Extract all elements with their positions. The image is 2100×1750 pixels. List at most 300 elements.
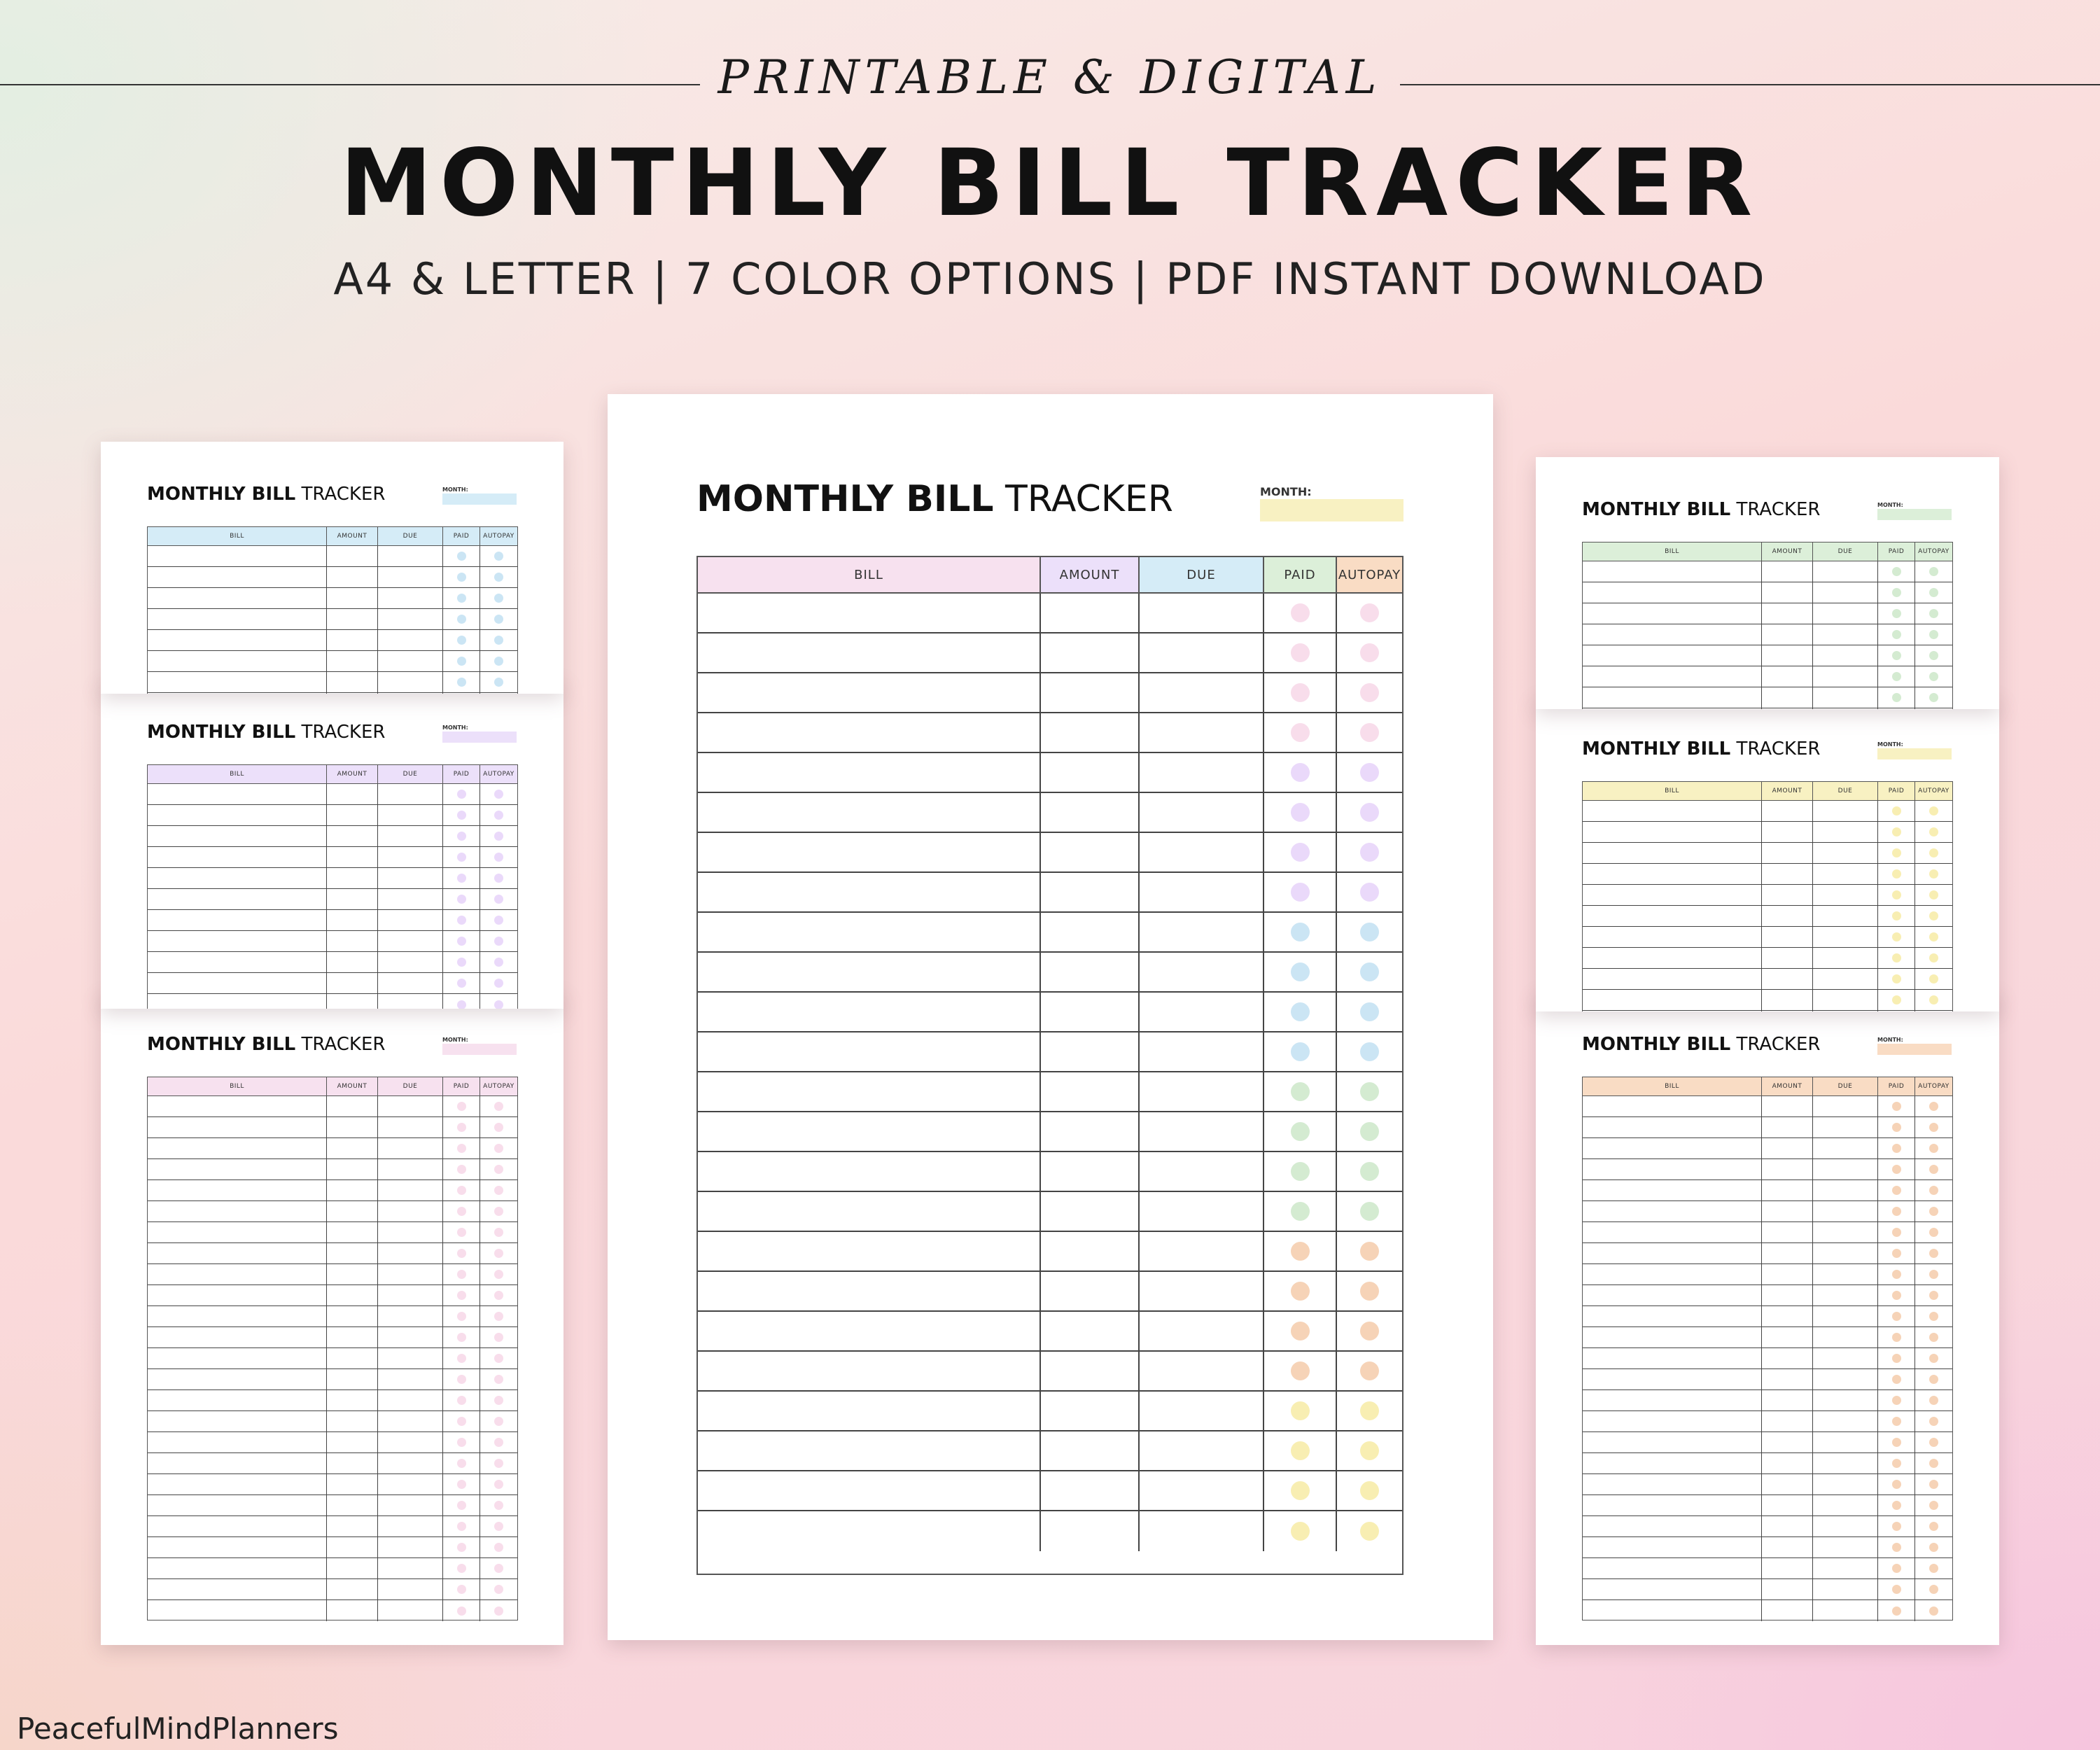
paid-checkbox[interactable]	[1892, 1207, 1901, 1216]
cell-bill	[148, 1348, 327, 1368]
paid-checkbox[interactable]	[1892, 1144, 1901, 1153]
cell-due	[1813, 1117, 1878, 1138]
table-header	[1583, 1077, 1952, 1096]
autopay-checkbox[interactable]	[1360, 1002, 1379, 1021]
cell-autopay	[480, 868, 517, 888]
autopay-checkbox[interactable]	[1929, 1585, 1938, 1594]
table-row	[148, 1390, 517, 1411]
paid-checkbox[interactable]	[1892, 911, 1901, 920]
autopay-checkbox[interactable]	[494, 916, 503, 925]
paid-checkbox[interactable]	[457, 832, 466, 841]
cell-paid	[443, 1222, 480, 1242]
cell-amount	[1041, 1392, 1140, 1430]
paid-checkbox[interactable]	[1291, 1082, 1310, 1101]
autopay-checkbox[interactable]	[494, 1480, 503, 1489]
paid-checkbox[interactable]	[1892, 1165, 1901, 1174]
autopay-checkbox[interactable]	[494, 615, 503, 624]
paid-checkbox[interactable]	[457, 657, 466, 666]
cell-due	[1813, 1243, 1878, 1264]
autopay-checkbox[interactable]	[494, 1459, 503, 1468]
cell-paid	[1878, 1390, 1915, 1410]
cell-bill	[148, 1117, 327, 1138]
autopay-checkbox[interactable]	[1360, 962, 1379, 981]
autopay-checkbox[interactable]	[1929, 1543, 1938, 1552]
autopay-checkbox[interactable]	[1360, 723, 1379, 742]
cell-paid	[1878, 1474, 1915, 1494]
month-field[interactable]	[1877, 1044, 1952, 1055]
autopay-checkbox[interactable]	[1360, 603, 1379, 622]
autopay-checkbox[interactable]	[494, 573, 503, 582]
paid-checkbox[interactable]	[1291, 1441, 1310, 1460]
autopay-checkbox[interactable]	[1929, 974, 1938, 983]
autopay-checkbox[interactable]	[1929, 932, 1938, 941]
paid-checkbox[interactable]	[1892, 1438, 1901, 1447]
cell-bill	[148, 1264, 327, 1284]
paid-checkbox[interactable]	[457, 573, 466, 582]
month-field[interactable]	[1877, 748, 1952, 760]
autopay-checkbox[interactable]	[494, 1249, 503, 1258]
autopay-checkbox[interactable]	[1929, 1606, 1938, 1616]
paid-checkbox[interactable]	[457, 1270, 466, 1279]
autopay-checkbox[interactable]	[1929, 672, 1938, 681]
paid-checkbox[interactable]	[1291, 1162, 1310, 1181]
table-row	[148, 1579, 517, 1600]
autopay-checkbox[interactable]	[1929, 995, 1938, 1004]
cell-due	[1140, 993, 1264, 1031]
cell-due	[1813, 1138, 1878, 1158]
autopay-checkbox[interactable]	[1360, 1401, 1379, 1420]
autopay-checkbox[interactable]	[1929, 1522, 1938, 1531]
paid-checkbox[interactable]	[457, 636, 466, 645]
paid-checkbox[interactable]	[1291, 1122, 1310, 1141]
paid-checkbox[interactable]	[1291, 1002, 1310, 1021]
cell-due	[1813, 948, 1878, 968]
bill-table	[1582, 542, 1953, 709]
cell-autopay	[1337, 1352, 1402, 1390]
paid-checkbox[interactable]	[1892, 1354, 1901, 1363]
autopay-checkbox[interactable]	[1929, 1144, 1938, 1153]
autopay-checkbox[interactable]	[1929, 848, 1938, 858]
paid-checkbox[interactable]	[1892, 869, 1901, 878]
paid-checkbox[interactable]	[1892, 672, 1901, 681]
column-header-amount: AMOUNT	[1762, 542, 1813, 561]
paid-checkbox[interactable]	[1291, 1042, 1310, 1061]
autopay-checkbox[interactable]	[1929, 827, 1938, 836]
autopay-checkbox[interactable]	[1360, 843, 1379, 862]
autopay-checkbox[interactable]	[1929, 1312, 1938, 1321]
paid-checkbox[interactable]	[1892, 1480, 1901, 1489]
autopay-checkbox[interactable]	[1360, 763, 1379, 782]
autopay-checkbox[interactable]	[494, 1228, 503, 1237]
cell-bill	[148, 868, 327, 888]
paid-checkbox[interactable]	[1291, 1282, 1310, 1301]
autopay-checkbox[interactable]	[1929, 911, 1938, 920]
autopay-checkbox[interactable]	[1929, 1354, 1938, 1363]
autopay-checkbox[interactable]	[1929, 1186, 1938, 1195]
autopay-checkbox[interactable]	[494, 1354, 503, 1363]
paid-checkbox[interactable]	[1291, 1322, 1310, 1340]
autopay-checkbox[interactable]	[1360, 1242, 1379, 1261]
autopay-checkbox[interactable]	[494, 1207, 503, 1216]
autopay-checkbox[interactable]	[1360, 1082, 1379, 1101]
paid-checkbox[interactable]	[457, 1396, 466, 1405]
paid-checkbox[interactable]	[1892, 651, 1901, 660]
autopay-checkbox[interactable]	[1360, 1441, 1379, 1460]
cell-autopay	[480, 1558, 517, 1578]
paid-checkbox[interactable]	[457, 1291, 466, 1300]
table-row	[698, 793, 1402, 833]
paid-checkbox[interactable]	[1892, 1312, 1901, 1321]
paid-checkbox[interactable]	[457, 1564, 466, 1573]
autopay-checkbox[interactable]	[1929, 567, 1938, 576]
autopay-checkbox[interactable]	[1929, 1480, 1938, 1489]
paid-checkbox[interactable]	[1892, 1102, 1901, 1111]
month-field[interactable]	[442, 732, 517, 743]
autopay-checkbox[interactable]	[1360, 683, 1379, 702]
paid-checkbox[interactable]	[1892, 1543, 1901, 1552]
autopay-checkbox[interactable]	[1360, 1522, 1379, 1541]
autopay-checkbox[interactable]	[494, 811, 503, 820]
cell-paid	[1878, 1348, 1915, 1368]
autopay-checkbox[interactable]	[494, 552, 503, 561]
paid-checkbox[interactable]	[457, 1501, 466, 1510]
autopay-checkbox[interactable]	[494, 1522, 503, 1531]
cell-autopay	[480, 567, 517, 587]
autopay-checkbox[interactable]	[1929, 1228, 1938, 1237]
cell-amount	[327, 847, 378, 867]
cell-bill	[148, 1201, 327, 1222]
cell-amount	[1762, 927, 1813, 947]
paid-checkbox[interactable]	[1892, 630, 1901, 639]
table-row	[148, 1201, 517, 1222]
autopay-checkbox[interactable]	[1929, 1417, 1938, 1426]
autopay-checkbox[interactable]	[1929, 1249, 1938, 1258]
paid-checkbox[interactable]	[457, 1438, 466, 1447]
paid-checkbox[interactable]	[457, 1123, 466, 1132]
paid-checkbox[interactable]	[1892, 609, 1901, 618]
autopay-checkbox[interactable]	[1360, 1162, 1379, 1181]
paid-checkbox[interactable]	[457, 1333, 466, 1342]
autopay-checkbox[interactable]	[494, 1417, 503, 1426]
autopay-checkbox[interactable]	[494, 1543, 503, 1552]
paid-checkbox[interactable]	[1892, 932, 1901, 941]
paid-checkbox[interactable]	[457, 1312, 466, 1321]
cell-due	[378, 1453, 443, 1474]
cell-bill	[1583, 603, 1762, 624]
paid-checkbox[interactable]	[457, 1249, 466, 1258]
autopay-checkbox[interactable]	[494, 895, 503, 904]
autopay-checkbox[interactable]	[1929, 1438, 1938, 1447]
paid-checkbox[interactable]	[1892, 1186, 1901, 1195]
autopay-checkbox[interactable]	[494, 979, 503, 988]
paid-checkbox[interactable]	[1892, 567, 1901, 576]
paid-checkbox[interactable]	[1892, 1333, 1901, 1342]
paid-checkbox[interactable]	[1291, 723, 1310, 742]
paid-checkbox[interactable]	[457, 937, 466, 946]
paid-checkbox[interactable]	[1892, 1123, 1901, 1132]
cell-due	[378, 567, 443, 587]
autopay-checkbox[interactable]	[1360, 883, 1379, 902]
autopay-checkbox[interactable]	[494, 874, 503, 883]
cell-due	[378, 1390, 443, 1410]
autopay-checkbox[interactable]	[494, 678, 503, 687]
autopay-checkbox[interactable]	[1929, 1102, 1938, 1111]
autopay-checkbox[interactable]	[1360, 923, 1379, 941]
paid-checkbox[interactable]	[457, 1000, 466, 1009]
autopay-checkbox[interactable]	[494, 1000, 503, 1009]
autopay-checkbox[interactable]	[494, 1186, 503, 1195]
column-header-autopay: AUTOPAY	[1915, 782, 1952, 800]
autopay-checkbox[interactable]	[1929, 1270, 1938, 1279]
autopay-checkbox[interactable]	[1360, 643, 1379, 662]
cell-paid	[1878, 1138, 1915, 1158]
paid-checkbox[interactable]	[457, 811, 466, 820]
paid-checkbox[interactable]	[1291, 803, 1310, 822]
autopay-checkbox[interactable]	[1929, 869, 1938, 878]
cell-autopay	[480, 826, 517, 846]
autopay-checkbox[interactable]	[494, 1270, 503, 1279]
autopay-checkbox[interactable]	[494, 958, 503, 967]
paid-checkbox[interactable]	[1892, 1228, 1901, 1237]
autopay-checkbox[interactable]	[494, 1102, 503, 1111]
paid-checkbox[interactable]	[457, 1375, 466, 1384]
autopay-checkbox[interactable]	[494, 1144, 503, 1153]
paid-checkbox[interactable]	[1892, 806, 1901, 816]
paid-checkbox[interactable]	[1892, 1396, 1901, 1405]
month-field[interactable]	[442, 1044, 517, 1055]
autopay-checkbox[interactable]	[494, 1333, 503, 1342]
autopay-checkbox[interactable]	[1929, 1459, 1938, 1468]
autopay-checkbox[interactable]	[494, 1438, 503, 1447]
month-field[interactable]	[1877, 509, 1952, 520]
cell-bill	[698, 793, 1041, 832]
cell-bill	[148, 1537, 327, 1558]
table-row	[698, 1312, 1402, 1352]
paid-checkbox[interactable]	[457, 853, 466, 862]
paid-checkbox[interactable]	[457, 1228, 466, 1237]
paid-checkbox[interactable]	[1291, 1481, 1310, 1500]
cell-autopay	[1915, 843, 1952, 863]
cell-bill	[698, 673, 1041, 712]
autopay-checkbox[interactable]	[1360, 1282, 1379, 1301]
column-header-amount: AMOUNT	[327, 527, 378, 545]
cell-bill	[148, 1411, 327, 1432]
autopay-checkbox[interactable]	[494, 937, 503, 946]
paid-checkbox[interactable]	[1291, 683, 1310, 702]
autopay-checkbox[interactable]	[1929, 1501, 1938, 1510]
paid-checkbox[interactable]	[457, 1354, 466, 1363]
autopay-checkbox[interactable]	[1929, 1564, 1938, 1573]
autopay-checkbox[interactable]	[1360, 1122, 1379, 1141]
autopay-checkbox[interactable]	[494, 1312, 503, 1321]
autopay-checkbox[interactable]	[1360, 1362, 1379, 1380]
autopay-checkbox[interactable]	[494, 853, 503, 862]
cell-bill	[1583, 645, 1762, 666]
autopay-checkbox[interactable]	[1360, 803, 1379, 822]
paid-checkbox[interactable]	[1892, 1564, 1901, 1573]
paid-checkbox[interactable]	[457, 1186, 466, 1195]
paid-checkbox[interactable]	[1892, 1249, 1901, 1258]
paid-checkbox[interactable]	[1892, 827, 1901, 836]
cell-amount	[327, 1411, 378, 1432]
paid-checkbox[interactable]	[1291, 643, 1310, 662]
paid-checkbox[interactable]	[1892, 1585, 1901, 1594]
paid-checkbox[interactable]	[1892, 1270, 1901, 1279]
cell-bill	[148, 1159, 327, 1180]
paid-checkbox[interactable]	[1291, 883, 1310, 902]
paid-checkbox[interactable]	[1291, 1202, 1310, 1221]
autopay-checkbox[interactable]	[1929, 693, 1938, 702]
paid-checkbox[interactable]	[457, 1165, 466, 1174]
cell-amount	[1762, 708, 1813, 709]
autopay-checkbox[interactable]	[1929, 1291, 1938, 1300]
autopay-checkbox[interactable]	[1929, 890, 1938, 899]
paid-checkbox[interactable]	[1291, 1522, 1310, 1541]
paid-checkbox[interactable]	[1291, 1362, 1310, 1380]
cell-amount	[327, 973, 378, 993]
paid-checkbox[interactable]	[457, 1480, 466, 1489]
autopay-checkbox[interactable]	[494, 1375, 503, 1384]
cell-bill	[148, 672, 327, 692]
cell-bill	[1583, 906, 1762, 926]
cell-paid	[1878, 1411, 1915, 1432]
autopay-checkbox[interactable]	[494, 832, 503, 841]
autopay-checkbox[interactable]	[1929, 630, 1938, 639]
paid-checkbox[interactable]	[1892, 890, 1901, 899]
cell-amount	[1041, 1232, 1140, 1270]
paid-checkbox[interactable]	[1892, 995, 1901, 1004]
autopay-checkbox[interactable]	[1929, 651, 1938, 660]
paid-checkbox[interactable]	[1291, 1242, 1310, 1261]
autopay-checkbox[interactable]	[1929, 1123, 1938, 1132]
paid-checkbox[interactable]	[457, 1207, 466, 1216]
paid-checkbox[interactable]	[1892, 1522, 1901, 1531]
paid-checkbox[interactable]	[1892, 1501, 1901, 1510]
paid-checkbox[interactable]	[1892, 1606, 1901, 1616]
paid-checkbox[interactable]	[457, 552, 466, 561]
paid-checkbox[interactable]	[457, 1585, 466, 1594]
autopay-checkbox[interactable]	[494, 1501, 503, 1510]
cell-paid	[1264, 634, 1337, 672]
cell-due	[1813, 1516, 1878, 1536]
paid-checkbox[interactable]	[1291, 1401, 1310, 1420]
cell-bill	[1583, 1243, 1762, 1264]
autopay-checkbox[interactable]	[494, 594, 503, 603]
paid-checkbox[interactable]	[1892, 953, 1901, 962]
cell-autopay	[480, 651, 517, 671]
autopay-checkbox[interactable]	[494, 636, 503, 645]
paid-checkbox[interactable]	[1892, 588, 1901, 597]
table-row	[698, 953, 1402, 993]
table-row	[698, 913, 1402, 953]
autopay-checkbox[interactable]	[1360, 1322, 1379, 1340]
autopay-checkbox[interactable]	[494, 657, 503, 666]
cell-paid	[443, 1348, 480, 1368]
autopay-checkbox[interactable]	[1929, 1396, 1938, 1405]
month-field[interactable]	[442, 493, 517, 505]
paid-checkbox[interactable]	[457, 678, 466, 687]
cell-bill	[148, 1453, 327, 1474]
paid-checkbox[interactable]	[457, 1417, 466, 1426]
paid-checkbox[interactable]	[1892, 974, 1901, 983]
cell-autopay	[480, 1159, 517, 1180]
paid-checkbox[interactable]	[1892, 1417, 1901, 1426]
autopay-checkbox[interactable]	[1929, 953, 1938, 962]
autopay-checkbox[interactable]	[1929, 609, 1938, 618]
autopay-checkbox[interactable]	[494, 1165, 503, 1174]
cell-amount	[1762, 1432, 1813, 1452]
month-label: MONTH:	[442, 486, 468, 493]
paid-checkbox[interactable]	[457, 1543, 466, 1552]
paid-checkbox[interactable]	[1291, 923, 1310, 941]
month-field[interactable]	[1260, 499, 1404, 522]
cell-amount	[1762, 1222, 1813, 1242]
autopay-checkbox[interactable]	[1929, 806, 1938, 816]
paid-checkbox[interactable]	[457, 874, 466, 883]
autopay-checkbox[interactable]	[494, 1585, 503, 1594]
table-row	[1583, 687, 1952, 708]
paid-checkbox[interactable]	[1291, 763, 1310, 782]
paid-checkbox[interactable]	[1291, 962, 1310, 981]
paid-checkbox[interactable]	[457, 895, 466, 904]
autopay-checkbox[interactable]	[494, 1564, 503, 1573]
autopay-checkbox[interactable]	[1929, 1165, 1938, 1174]
paid-checkbox[interactable]	[457, 1144, 466, 1153]
cell-bill	[148, 910, 327, 930]
autopay-checkbox[interactable]	[494, 1606, 503, 1616]
autopay-checkbox[interactable]	[494, 790, 503, 799]
table-row	[148, 805, 517, 826]
paid-checkbox[interactable]	[457, 1522, 466, 1531]
cell-paid	[1878, 1117, 1915, 1138]
paid-checkbox[interactable]	[457, 790, 466, 799]
paid-checkbox[interactable]	[457, 958, 466, 967]
paid-checkbox[interactable]	[457, 1606, 466, 1616]
cell-amount	[1762, 843, 1813, 863]
paid-checkbox[interactable]	[1291, 603, 1310, 622]
autopay-checkbox[interactable]	[494, 1396, 503, 1405]
autopay-checkbox[interactable]	[494, 1123, 503, 1132]
paid-checkbox[interactable]	[1892, 693, 1901, 702]
paid-checkbox[interactable]	[457, 594, 466, 603]
paid-checkbox[interactable]	[1892, 1375, 1901, 1384]
paid-checkbox[interactable]	[457, 615, 466, 624]
cell-autopay	[1337, 913, 1402, 951]
cell-autopay	[1915, 1264, 1952, 1284]
cell-paid	[1878, 1537, 1915, 1558]
paid-checkbox[interactable]	[457, 979, 466, 988]
autopay-checkbox[interactable]	[1929, 588, 1938, 597]
cell-autopay	[1915, 561, 1952, 582]
cell-autopay	[480, 1348, 517, 1368]
cell-autopay	[1337, 1272, 1402, 1310]
paid-checkbox[interactable]	[1892, 848, 1901, 858]
autopay-checkbox[interactable]	[1929, 1375, 1938, 1384]
paid-checkbox[interactable]	[457, 916, 466, 925]
cell-amount	[1762, 1474, 1813, 1494]
autopay-checkbox[interactable]	[1360, 1202, 1379, 1221]
autopay-checkbox[interactable]	[1929, 1207, 1938, 1216]
autopay-checkbox[interactable]	[1360, 1042, 1379, 1061]
paid-checkbox[interactable]	[457, 1102, 466, 1111]
paid-checkbox[interactable]	[1291, 843, 1310, 862]
autopay-checkbox[interactable]	[494, 1291, 503, 1300]
paid-checkbox[interactable]	[457, 1459, 466, 1468]
paid-checkbox[interactable]	[1892, 1291, 1901, 1300]
autopay-checkbox[interactable]	[1360, 1481, 1379, 1500]
paid-checkbox[interactable]	[1892, 1459, 1901, 1468]
autopay-checkbox[interactable]	[1929, 1333, 1938, 1342]
